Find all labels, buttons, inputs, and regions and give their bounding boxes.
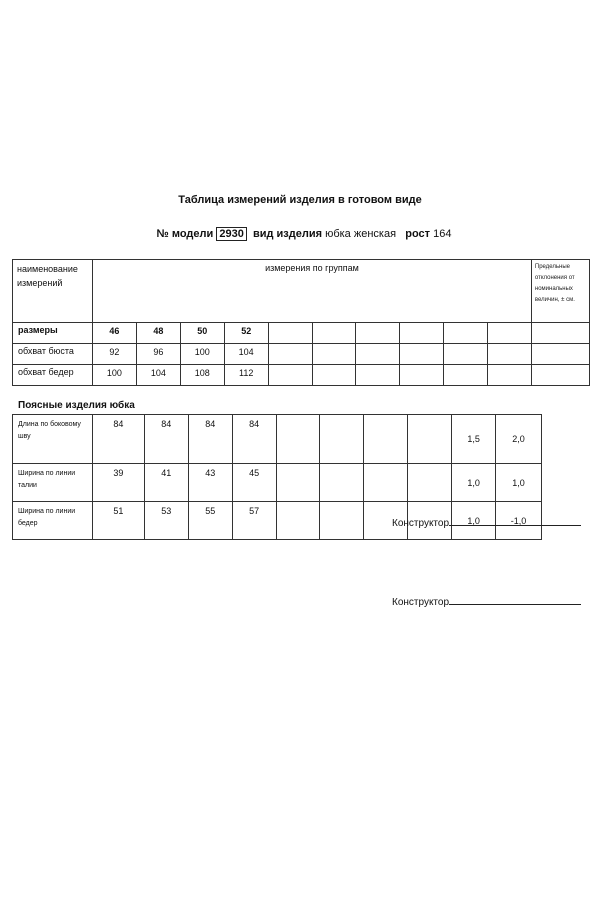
empty-cell bbox=[312, 323, 356, 344]
value-cell: 84 bbox=[92, 415, 144, 464]
height-value: 164 bbox=[433, 228, 452, 240]
empty-cell bbox=[356, 365, 400, 386]
empty-cell bbox=[320, 502, 364, 540]
empty-cell bbox=[488, 344, 532, 365]
table-row bbox=[13, 415, 590, 464]
signature-blank bbox=[449, 515, 581, 526]
row-label: Ширина по линии бедер bbox=[13, 502, 93, 540]
empty-cell bbox=[444, 365, 488, 386]
value-cell: 100 bbox=[92, 365, 136, 386]
size-cell: 46 bbox=[92, 323, 136, 344]
empty-cell bbox=[531, 323, 589, 344]
empty-cell bbox=[408, 464, 452, 502]
empty-cell bbox=[444, 323, 488, 344]
value-cell: 45 bbox=[232, 464, 276, 502]
empty-cell bbox=[356, 344, 400, 365]
signature-label: Конструктор bbox=[392, 518, 450, 529]
kind-label: вид изделия bbox=[252, 228, 323, 240]
empty-cell bbox=[276, 502, 320, 540]
value-cell: 112 bbox=[224, 365, 268, 386]
table-row-sizes bbox=[13, 323, 590, 344]
row-label: Длина по боковому шву bbox=[13, 415, 93, 464]
signature-line bbox=[392, 515, 592, 529]
value-cell: 104 bbox=[136, 365, 180, 386]
size-cell: 48 bbox=[136, 323, 180, 344]
table-row bbox=[13, 344, 590, 365]
size-cell: 52 bbox=[224, 323, 268, 344]
deviation-cell: 1,0 bbox=[496, 464, 542, 502]
value-cell: 43 bbox=[188, 464, 232, 502]
value-cell: 41 bbox=[144, 464, 188, 502]
size-cell: 50 bbox=[180, 323, 224, 344]
empty-cell bbox=[320, 415, 364, 464]
row-label: Ширина по линии талии bbox=[13, 464, 93, 502]
empty-cell bbox=[364, 464, 408, 502]
empty-cell bbox=[268, 365, 312, 386]
model-number: 2930 bbox=[216, 227, 246, 241]
measurements-table bbox=[12, 259, 590, 386]
empty-cell bbox=[400, 344, 444, 365]
empty-cell bbox=[364, 415, 408, 464]
header-deviation-cell: Предельные отклонения от номинальных величин, ± см. bbox=[531, 260, 589, 323]
empty-cell bbox=[268, 344, 312, 365]
value-cell: 51 bbox=[92, 502, 144, 540]
height-label: рост bbox=[405, 228, 431, 240]
kind-value: юбка женская bbox=[325, 228, 397, 240]
deviation-cell: -1,0 bbox=[496, 502, 542, 540]
empty-cell bbox=[400, 323, 444, 344]
signature-line bbox=[392, 594, 592, 608]
sizes-label: размеры bbox=[13, 323, 93, 344]
deviation-cell: 1,0 bbox=[452, 464, 496, 502]
value-cell: 57 bbox=[232, 502, 276, 540]
value-cell: 96 bbox=[136, 344, 180, 365]
deviation-cell: 2,0 bbox=[496, 415, 542, 464]
signature-label: Конструктор bbox=[392, 597, 450, 608]
model-info-line bbox=[0, 228, 600, 240]
empty-cell bbox=[400, 365, 444, 386]
value-cell: 53 bbox=[144, 502, 188, 540]
page-title: Таблица измерений изделия в готовом виде bbox=[178, 194, 422, 206]
empty-cell bbox=[312, 344, 356, 365]
value-cell: 84 bbox=[232, 415, 276, 464]
row-label: обхват бюста bbox=[13, 344, 93, 365]
deviation-cell: 1,5 bbox=[452, 415, 496, 464]
value-cell: 84 bbox=[144, 415, 188, 464]
section-title: Поясные изделия юбка bbox=[18, 400, 135, 411]
value-cell: 104 bbox=[224, 344, 268, 365]
empty-cell bbox=[276, 464, 320, 502]
deviation-cell: 1,0 bbox=[452, 502, 496, 540]
empty-cell bbox=[268, 323, 312, 344]
empty-cell bbox=[356, 323, 400, 344]
value-cell: 84 bbox=[188, 415, 232, 464]
value-cell: 39 bbox=[92, 464, 144, 502]
empty-cell bbox=[320, 464, 364, 502]
empty-cell bbox=[408, 415, 452, 464]
empty-cell bbox=[312, 365, 356, 386]
value-cell: 108 bbox=[180, 365, 224, 386]
table-row bbox=[13, 365, 590, 386]
row-label: обхват бедер bbox=[13, 365, 93, 386]
table-header-row bbox=[13, 260, 590, 323]
table-row bbox=[13, 464, 590, 502]
empty-cell bbox=[531, 344, 589, 365]
header-name-cell: наименование измерений bbox=[13, 260, 93, 323]
empty-cell bbox=[488, 323, 532, 344]
empty-cell bbox=[444, 344, 488, 365]
model-label: № модели bbox=[156, 228, 214, 240]
empty-cell bbox=[531, 365, 589, 386]
value-cell: 92 bbox=[92, 344, 136, 365]
value-cell: 55 bbox=[188, 502, 232, 540]
signature-blank bbox=[449, 594, 581, 605]
empty-cell bbox=[488, 365, 532, 386]
value-cell: 100 bbox=[180, 344, 224, 365]
empty-cell bbox=[276, 415, 320, 464]
header-groups-cell: измерения по группам bbox=[92, 260, 531, 323]
